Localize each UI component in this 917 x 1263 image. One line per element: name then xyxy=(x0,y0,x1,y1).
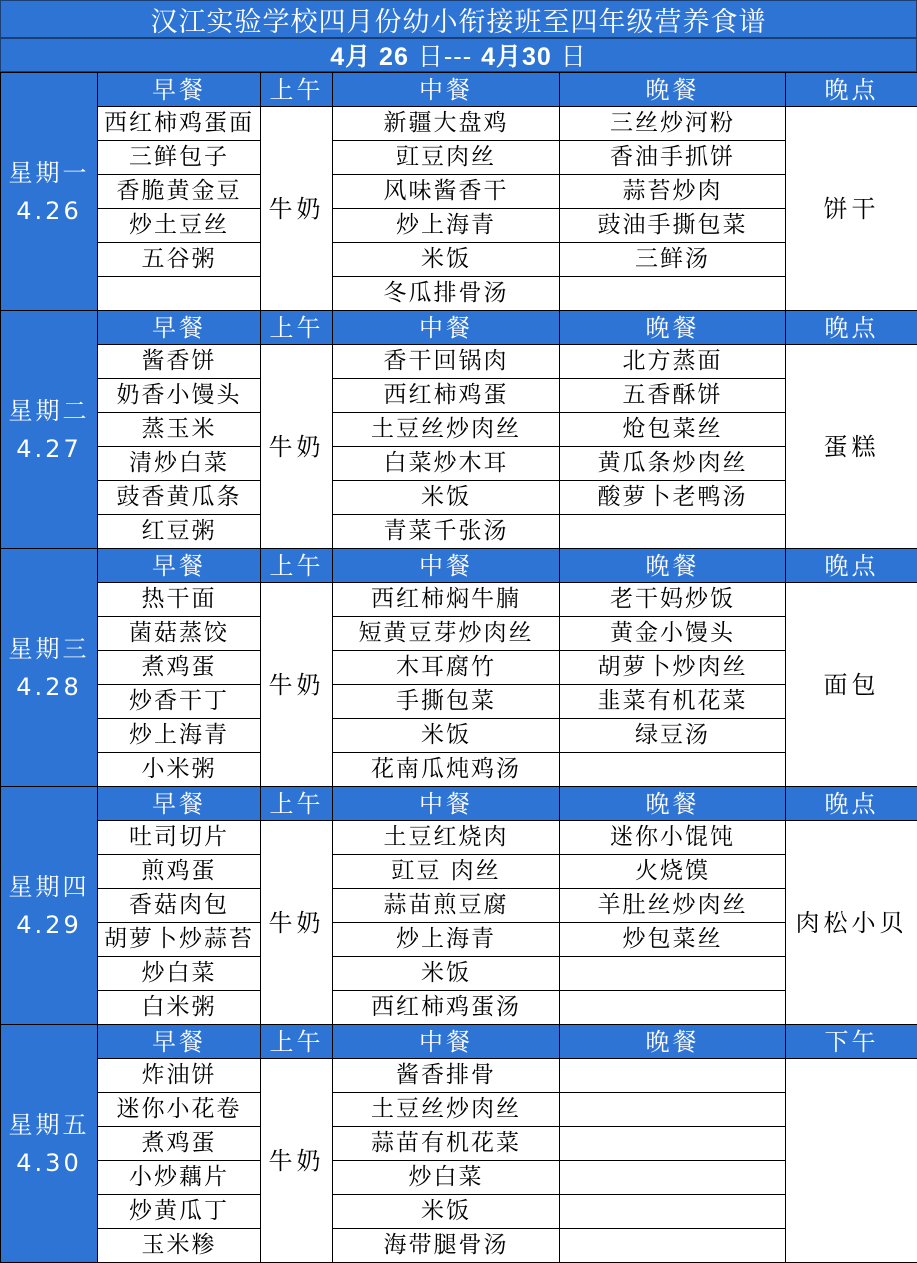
dinner-item: 酸萝卜老鸭汤 xyxy=(560,481,786,515)
breakfast-item: 小米粥 xyxy=(98,753,261,787)
menu-row xyxy=(1,141,917,175)
dinner-item: 三丝炒河粉 xyxy=(560,107,786,141)
breakfast-item xyxy=(98,277,261,311)
breakfast-item: 豉香黄瓜条 xyxy=(98,481,261,515)
header-lunch: 中餐 xyxy=(333,787,560,821)
menu-row xyxy=(1,481,917,515)
menu-row xyxy=(1,583,917,617)
dinner-item xyxy=(560,515,786,549)
dinner-item: 炒包菜丝 xyxy=(560,923,786,957)
dinner-item: 黄瓜条炒肉丝 xyxy=(560,447,786,481)
lunch-item: 米饭 xyxy=(333,481,560,515)
dinner-item xyxy=(560,1229,786,1263)
day-date: 4.29 xyxy=(16,910,82,939)
evening-snack: 饼干 xyxy=(786,107,917,311)
header-lunch: 中餐 xyxy=(333,549,560,583)
header-morning: 上午 xyxy=(261,549,333,583)
breakfast-item: 吐司切片 xyxy=(98,821,261,855)
menu-row xyxy=(1,821,917,855)
menu-row xyxy=(1,617,917,651)
lunch-item: 新疆大盘鸡 xyxy=(333,107,560,141)
breakfast-item: 酱香饼 xyxy=(98,345,261,379)
breakfast-item: 香脆黄金豆 xyxy=(98,175,261,209)
menu-row xyxy=(1,1161,917,1195)
morning-snack: 牛奶 xyxy=(261,345,333,549)
dinner-item xyxy=(560,1161,786,1195)
breakfast-item: 炒黄瓜丁 xyxy=(98,1195,261,1229)
dinner-item: 香油手抓饼 xyxy=(560,141,786,175)
header-dinner: 晚餐 xyxy=(560,311,786,345)
dinner-item: 韭菜有机花菜 xyxy=(560,685,786,719)
menu-row xyxy=(1,685,917,719)
lunch-item: 白菜炒木耳 xyxy=(333,447,560,481)
morning-snack: 牛奶 xyxy=(261,821,333,1025)
menu-row xyxy=(1,1195,917,1229)
menu-row xyxy=(1,175,917,209)
lunch-item: 西红柿鸡蛋汤 xyxy=(333,991,560,1025)
lunch-item: 土豆红烧肉 xyxy=(333,821,560,855)
morning-snack: 牛奶 xyxy=(261,583,333,787)
header-dinner: 晚餐 xyxy=(560,1025,786,1059)
day-header-row xyxy=(1,787,917,821)
dinner-item: 绿豆汤 xyxy=(560,719,786,753)
evening-snack: 蛋糕 xyxy=(786,345,917,549)
dinner-item: 北方蒸面 xyxy=(560,345,786,379)
lunch-item: 香干回锅肉 xyxy=(333,345,560,379)
breakfast-item: 红豆粥 xyxy=(98,515,261,549)
lunch-item: 米饭 xyxy=(333,957,560,991)
breakfast-item: 煎鸡蛋 xyxy=(98,855,261,889)
menu-row xyxy=(1,379,917,413)
weekday: 星期四 xyxy=(8,872,90,901)
dinner-item: 老干妈炒饭 xyxy=(560,583,786,617)
menu-row xyxy=(1,277,917,311)
lunch-item: 炒白菜 xyxy=(333,1161,560,1195)
dinner-item: 五香酥饼 xyxy=(560,379,786,413)
menu-row xyxy=(1,515,917,549)
lunch-item: 海带腿骨汤 xyxy=(333,1229,560,1263)
lunch-item: 蒜苗煎豆腐 xyxy=(333,889,560,923)
header-morning: 上午 xyxy=(261,1025,333,1059)
header-breakfast: 早餐 xyxy=(98,549,261,583)
menu-table xyxy=(0,72,917,1263)
dinner-item: 迷你小馄饨 xyxy=(560,821,786,855)
breakfast-item: 炒土豆丝 xyxy=(98,209,261,243)
day-date: 4.27 xyxy=(16,434,82,463)
evening-snack: 面包 xyxy=(786,583,917,787)
lunch-item: 炒上海青 xyxy=(333,923,560,957)
header-evening: 下午 xyxy=(786,1025,917,1059)
breakfast-item: 清炒白菜 xyxy=(98,447,261,481)
lunch-item: 豇豆 肉丝 xyxy=(333,855,560,889)
breakfast-item: 五谷粥 xyxy=(98,243,261,277)
lunch-item: 花南瓜炖鸡汤 xyxy=(333,753,560,787)
lunch-item: 冬瓜排骨汤 xyxy=(333,277,560,311)
lunch-item: 土豆丝炒肉丝 xyxy=(333,1093,560,1127)
breakfast-item: 炒白菜 xyxy=(98,957,261,991)
menu-row xyxy=(1,1127,917,1161)
weekday: 星期五 xyxy=(8,1110,90,1139)
menu-row xyxy=(1,957,917,991)
header-breakfast: 早餐 xyxy=(98,73,261,107)
header-morning: 上午 xyxy=(261,73,333,107)
breakfast-item: 迷你小花卷 xyxy=(98,1093,261,1127)
menu-row xyxy=(1,1059,917,1093)
lunch-item: 风味酱香干 xyxy=(333,175,560,209)
header-dinner: 晚餐 xyxy=(560,787,786,821)
lunch-item: 米饭 xyxy=(333,719,560,753)
dinner-item: 羊肚丝炒肉丝 xyxy=(560,889,786,923)
lunch-item: 青菜千张汤 xyxy=(333,515,560,549)
date-range-start: 4月 26 xyxy=(330,43,409,71)
lunch-item: 土豆丝炒肉丝 xyxy=(333,413,560,447)
date-range-suffix: 日 xyxy=(551,42,587,71)
breakfast-item: 白米粥 xyxy=(98,991,261,1025)
breakfast-item: 煮鸡蛋 xyxy=(98,1127,261,1161)
dinner-item: 黄金小馒头 xyxy=(560,617,786,651)
menu-row xyxy=(1,345,917,379)
dinner-item xyxy=(560,957,786,991)
header-dinner: 晚餐 xyxy=(560,73,786,107)
weekday: 星期二 xyxy=(8,396,90,425)
menu-row xyxy=(1,651,917,685)
breakfast-item: 奶香小馒头 xyxy=(98,379,261,413)
breakfast-item: 蒸玉米 xyxy=(98,413,261,447)
day-label xyxy=(1,787,98,1025)
day-label xyxy=(1,1025,98,1263)
breakfast-item: 香菇肉包 xyxy=(98,889,261,923)
breakfast-item: 炒香干丁 xyxy=(98,685,261,719)
dinner-item: 三鲜汤 xyxy=(560,243,786,277)
day-date: 4.28 xyxy=(16,672,82,701)
day-header-row xyxy=(1,1025,917,1059)
dinner-item xyxy=(560,277,786,311)
header-lunch: 中餐 xyxy=(333,73,560,107)
header-dinner: 晚餐 xyxy=(560,549,786,583)
breakfast-item: 炸油饼 xyxy=(98,1059,261,1093)
day-label xyxy=(1,311,98,549)
day-header-row xyxy=(1,73,917,107)
header-morning: 上午 xyxy=(261,311,333,345)
menu-row xyxy=(1,413,917,447)
menu-row xyxy=(1,107,917,141)
breakfast-item: 胡萝卜炒蒜苔 xyxy=(98,923,261,957)
breakfast-item: 三鲜包子 xyxy=(98,141,261,175)
dinner-item: 蒜苔炒肉 xyxy=(560,175,786,209)
header-morning: 上午 xyxy=(261,787,333,821)
dinner-item xyxy=(560,1195,786,1229)
header-lunch: 中餐 xyxy=(333,311,560,345)
header-evening: 晚点 xyxy=(786,311,917,345)
breakfast-item: 炒上海青 xyxy=(98,719,261,753)
lunch-item: 短黄豆芽炒肉丝 xyxy=(333,617,560,651)
menu-row xyxy=(1,1093,917,1127)
menu-row xyxy=(1,447,917,481)
lunch-item: 米饭 xyxy=(333,243,560,277)
day-label xyxy=(1,73,98,311)
evening-snack xyxy=(786,1059,917,1263)
menu-row xyxy=(1,209,917,243)
lunch-item: 豇豆肉丝 xyxy=(333,141,560,175)
dinner-item: 火烧馍 xyxy=(560,855,786,889)
dinner-item xyxy=(560,1093,786,1127)
morning-snack: 牛奶 xyxy=(261,107,333,311)
day-label xyxy=(1,549,98,787)
dinner-item: 炝包菜丝 xyxy=(560,413,786,447)
lunch-item: 酱香排骨 xyxy=(333,1059,560,1093)
menu-row xyxy=(1,753,917,787)
date-range-separator: 日--- xyxy=(408,42,482,71)
header-breakfast: 早餐 xyxy=(98,787,261,821)
menu-row xyxy=(1,991,917,1025)
dinner-item xyxy=(560,1059,786,1093)
menu-row xyxy=(1,719,917,753)
lunch-item: 手撕包菜 xyxy=(333,685,560,719)
dinner-item: 胡萝卜炒肉丝 xyxy=(560,651,786,685)
breakfast-item: 菌菇蒸饺 xyxy=(98,617,261,651)
lunch-item: 米饭 xyxy=(333,1195,560,1229)
lunch-item: 蒜苗有机花菜 xyxy=(333,1127,560,1161)
morning-snack: 牛奶 xyxy=(261,1059,333,1263)
lunch-item: 炒上海青 xyxy=(333,209,560,243)
day-date: 4.30 xyxy=(16,1148,82,1177)
menu-row xyxy=(1,243,917,277)
breakfast-item: 热干面 xyxy=(98,583,261,617)
day-date: 4.26 xyxy=(16,196,82,225)
header-breakfast: 早餐 xyxy=(98,311,261,345)
menu-title: 汉江实验学校四月份幼小衔接班至四年级营养食谱 xyxy=(0,0,917,38)
lunch-item: 西红柿焖牛腩 xyxy=(333,583,560,617)
header-breakfast: 早餐 xyxy=(98,1025,261,1059)
header-evening: 晚点 xyxy=(786,549,917,583)
day-header-row xyxy=(1,549,917,583)
breakfast-item: 煮鸡蛋 xyxy=(98,651,261,685)
header-evening: 晚点 xyxy=(786,787,917,821)
day-header-row xyxy=(1,311,917,345)
dinner-item xyxy=(560,753,786,787)
menu-row xyxy=(1,889,917,923)
dinner-item xyxy=(560,991,786,1025)
evening-snack: 肉松小贝 xyxy=(786,821,917,1025)
dinner-item xyxy=(560,1127,786,1161)
menu-row xyxy=(1,1229,917,1263)
breakfast-item: 西红柿鸡蛋面 xyxy=(98,107,261,141)
lunch-item: 木耳腐竹 xyxy=(333,651,560,685)
weekday: 星期一 xyxy=(8,158,90,187)
lunch-item: 西红柿鸡蛋 xyxy=(333,379,560,413)
menu-row xyxy=(1,923,917,957)
date-range xyxy=(0,38,917,72)
header-evening: 晚点 xyxy=(786,73,917,107)
date-range-end: 4月30 xyxy=(481,43,552,71)
breakfast-item: 玉米糁 xyxy=(98,1229,261,1263)
menu-row xyxy=(1,855,917,889)
weekday: 星期三 xyxy=(8,634,90,663)
breakfast-item: 小炒藕片 xyxy=(98,1161,261,1195)
dinner-item: 豉油手撕包菜 xyxy=(560,209,786,243)
header-lunch: 中餐 xyxy=(333,1025,560,1059)
